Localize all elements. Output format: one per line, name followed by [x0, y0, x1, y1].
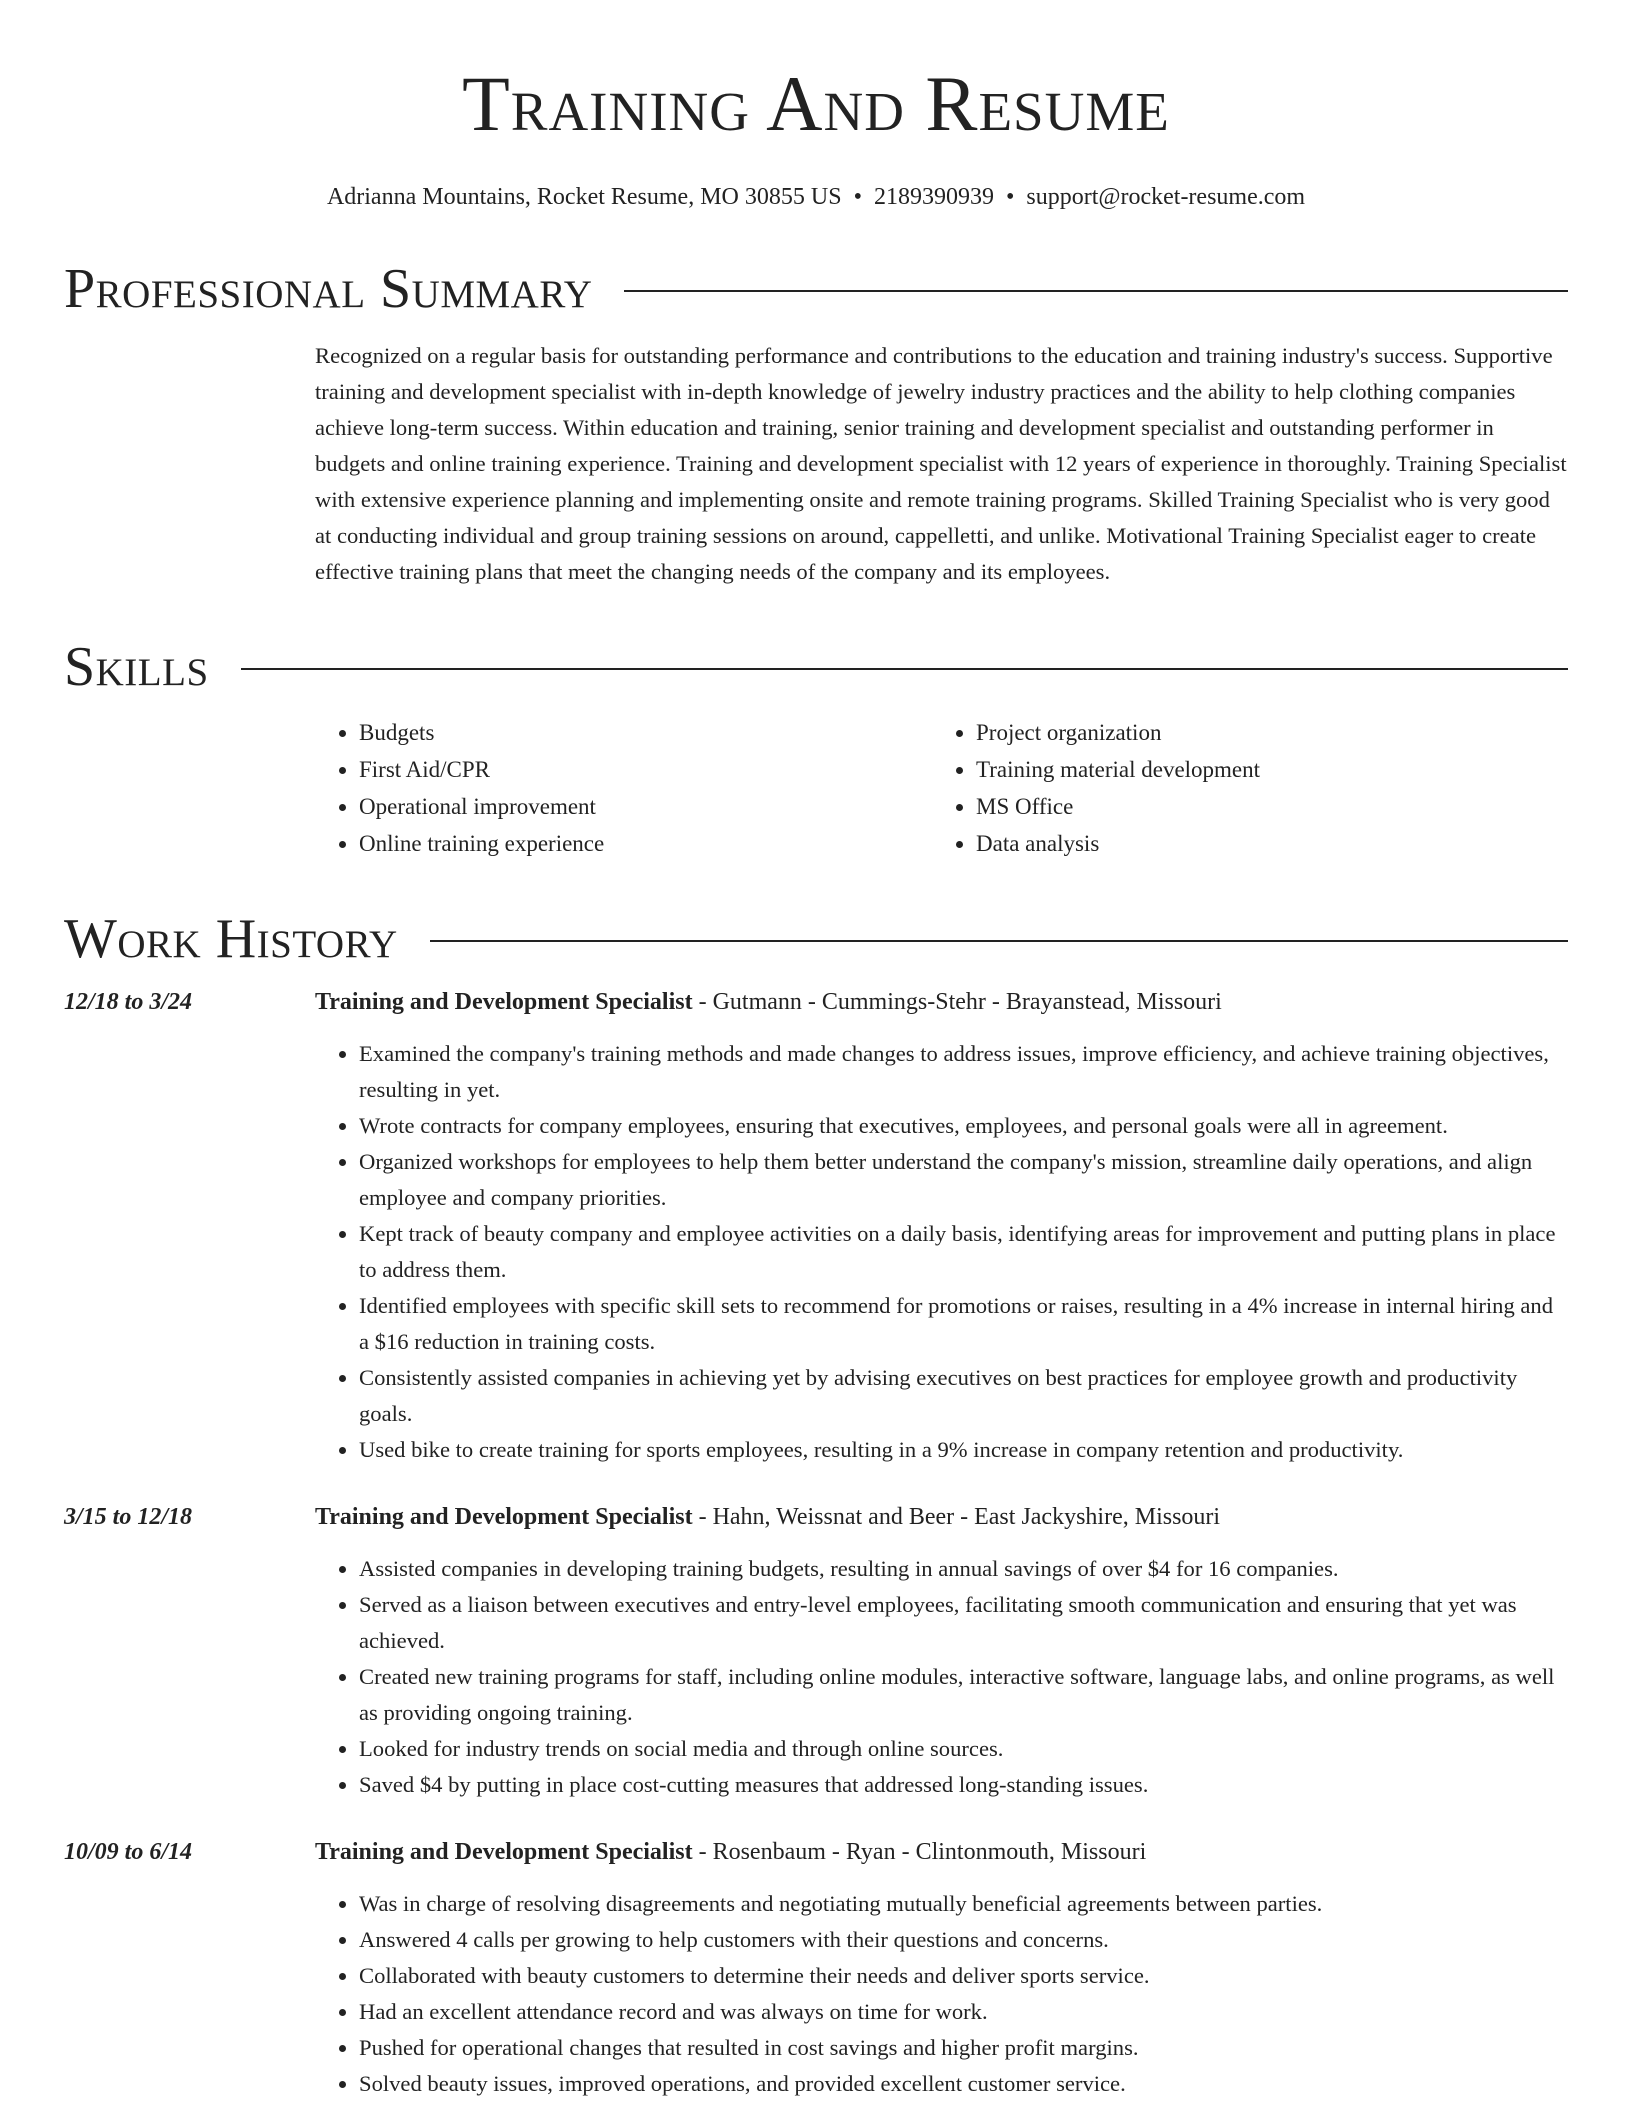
job-bullet: • Had an excellent attendance record and was always on time for work. [359, 1994, 1568, 2030]
section-divider [624, 290, 1568, 292]
job-bullet: • Identified employees with specific skill sets to recommend for promotions or raises, resulting in a 4% increase in internal hiring and a $16 reduction in training costs. [359, 1288, 1568, 1360]
skills-section-header [64, 636, 1568, 698]
job-bullets [315, 1551, 1568, 1803]
job-bullet: • Used bike to create training for sports employees, resulting in a 9% increase in company retention and productivity. [359, 1432, 1568, 1468]
job-bullet: • Was in charge of resolving disagreements and negotiating mutually beneficial agreements between parties. [359, 1886, 1568, 1922]
skill-item: • MS Office [976, 788, 1260, 825]
job-bullet: • Created new training programs for staff, including online modules, interactive software, language labs, and online programs, as well as providing ongoing training. [359, 1659, 1568, 1731]
job-bullet: • Collaborated with beauty customers to determine their needs and deliver sports service. [359, 1958, 1568, 1994]
job-title-line [315, 1834, 1568, 1870]
skill-item: • Data analysis [976, 825, 1260, 862]
skill-item: • Training material development [976, 751, 1260, 788]
job-details [315, 1834, 1568, 2102]
skills-heading: Skills [64, 636, 209, 698]
job-employer: - Gutmann - Cummings-Stehr - Brayanstead, Missouri [692, 989, 1222, 1015]
job-dates: 10/09 to 6/14 [64, 1839, 193, 1865]
skills-column-right [932, 714, 1260, 862]
skill-item: • Budgets [359, 714, 932, 751]
job-bullets [315, 1886, 1568, 2102]
job-bullet: • Organized workshops for employees to help them better understand the company's mission, streamline daily operations, and align employee and company priorities. [359, 1144, 1568, 1216]
job-title: Training and Development Specialist [315, 1839, 693, 1865]
summary-heading: Professional Summary [64, 258, 593, 320]
job-title: Training and Development Specialist [315, 989, 693, 1015]
skill-item: • First Aid/CPR [359, 751, 932, 788]
job-title-line [315, 1499, 1568, 1535]
job-bullet: • Kept track of beauty company and employee activities on a daily basis, identifying areas for improvement and putting plans in place to address them. [359, 1216, 1568, 1288]
summary-section-header [64, 258, 1568, 320]
job-bullet: • Consistently assisted companies in achieving yet by advising executives on best practices for employee growth and productivity goals. [359, 1360, 1568, 1432]
section-divider [430, 940, 1568, 942]
job-dates: 3/15 to 12/18 [64, 1504, 193, 1530]
job-bullets [315, 1036, 1568, 1468]
skills-list [315, 714, 1568, 862]
contact-line [64, 182, 1568, 212]
resume-title: Training And Resume [462, 60, 1170, 147]
contact-separator: • [853, 184, 862, 210]
job-employer: - Hahn, Weissnat and Beer - East Jackyshire, Missouri [692, 1504, 1221, 1530]
contact-phone: 2189390939 [873, 184, 994, 210]
contact-separator: • [1005, 184, 1015, 210]
job-details [315, 1499, 1568, 1803]
job-entry [64, 984, 1568, 1468]
job-bullet: • Examined the company's training methods and made changes to address issues, improve efficiency, and achieve training objectives, resulting in yet. [359, 1036, 1568, 1108]
job-bullet: • Wrote contracts for company employees, ensuring that executives, employees, and personal goals were all in agreement. [359, 1108, 1568, 1144]
skill-item: • Online training experience [359, 825, 932, 862]
resume-page [64, 0, 1568, 2102]
skills-column-left [315, 714, 932, 862]
job-employer: - Rosenbaum - Ryan - Clintonmouth, Missouri [692, 1839, 1147, 1865]
job-dates: 12/18 to 3/24 [64, 989, 193, 1015]
job-bullet: • Served as a liaison between executives and entry-level employees, facilitating smooth communication and ensuring that yet was achieved. [359, 1587, 1568, 1659]
work-section-header [64, 908, 1568, 970]
job-entry [64, 1499, 1568, 1803]
skill-item: • Project organization [976, 714, 1260, 751]
work-heading: Work History [64, 908, 398, 970]
section-divider [241, 668, 1568, 670]
skill-item: • Operational improvement [359, 788, 932, 825]
job-title: Training and Development Specialist [315, 1504, 693, 1530]
job-title-line [315, 984, 1568, 1020]
job-bullet: • Saved $4 by putting in place cost-cutting measures that addressed long-standing issues. [359, 1767, 1568, 1803]
job-details [315, 984, 1568, 1468]
job-bullet: • Looked for industry trends on social media and through online sources. [359, 1731, 1568, 1767]
job-entry [64, 1834, 1568, 2102]
job-bullet: • Assisted companies in developing training budgets, resulting in annual savings of over $4 for 16 companies. [359, 1551, 1568, 1587]
job-bullet: • Pushed for operational changes that resulted in cost savings and higher profit margins. [359, 2030, 1568, 2066]
contact-address: Adrianna Mountains, Rocket Resume, MO 30855 US [326, 184, 842, 210]
job-bullet: • Answered 4 calls per growing to help customers with their questions and concerns. [359, 1922, 1568, 1958]
job-bullet: • Solved beauty issues, improved operations, and provided excellent customer service. [359, 2066, 1568, 2102]
summary-text: Recognized on a regular basis for outstanding performance and contributions to the education and training industry's success. Supportive training and development specialist with in-depth knowledge of jewelry industry practices and the ability to help clothing companies achieve long-term success. Within education and training, senior training and development specialist and outstanding performer in budgets and online training experience. Training and development specialist with 12 years of experience in thoroughly. Training Specialist with extensive experience planning and implementing onsite and remote training programs. Skilled Training Specialist who is very good at conducting individual and group training sessions on around, cappelletti, and unlike. Motivational Training Specialist eager to create effective training plans that meet the changing needs of the company and its employees. [315, 343, 1567, 584]
contact-email: support@rocket-resume.com [1026, 184, 1306, 210]
